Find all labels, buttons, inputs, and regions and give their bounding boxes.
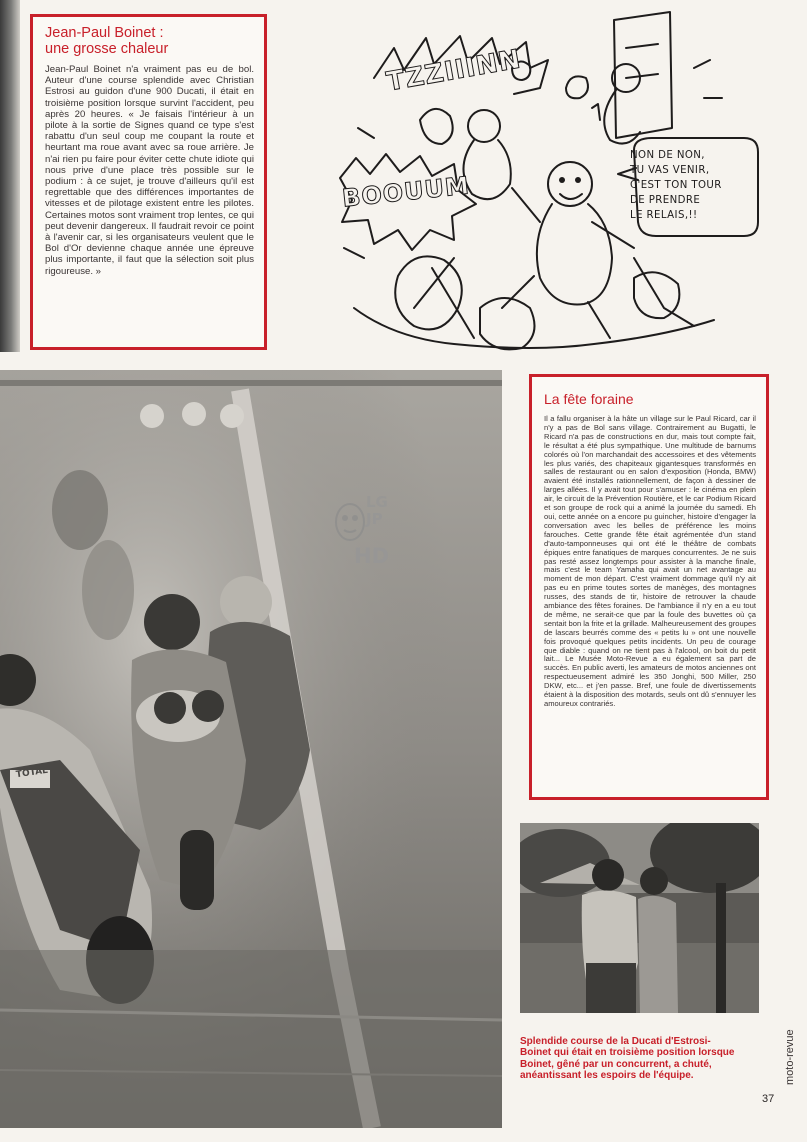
watermark-line-1: LG — [366, 493, 388, 511]
race-photo-image — [0, 370, 502, 1128]
village-photo — [520, 823, 759, 1013]
sidebar-box-boinet — [30, 14, 267, 350]
watermark-line-2: JP — [366, 510, 383, 528]
speech-line-3: C'EST TON TOUR — [630, 180, 722, 191]
photo-caption: Splendide course de la Ducati d'Estrosi-Boinet qui était en troisième position lorsque Boinet, gêné par un concurrent, a chuté, anéantissant les espoirs de l'équipe. — [520, 1036, 735, 1082]
sound-effect-boom: BOOUUM — [340, 171, 472, 213]
box-body-text: Jean-Paul Boinet n'a vraiment pas eu de bol. Auteur d'une course splendide avec Christian Estrosi au guidon d'une 900 Ducati, il était en troisième position lorsque survint l'accident, peu après 20 heures. « Je faisais l'intérieur à un pilote à la sortie de Signes quand ce type s'est rabattu d'un seul coup me coupant la route et heurtant ma roue avant avec sa roue arrière. Je n'ai rien pu faire pour éviter cette chute idiote qui nous prive d'une place très possible sur le podium : à ce sujet, je trouve d'ailleurs qu'il est regrettable que des différences importantes de vitesses et de pilotage existent entre les pilotes. Certaines motos sont vraiment trop lentes, ce qui peut devenir dangereux. Il faudrait revoir ce point à l'avenir car, si les organisateurs veulent que le Bol d'Or devienne chaque année une épreuve plus importante, il faut que la sélection soit plus rigoureuse. » — [45, 64, 254, 277]
sound-effect-tzing: TZZIIINN — [384, 44, 524, 98]
box-title-line-1: Jean-Paul Boinet : — [45, 25, 164, 41]
page-number: 37 — [762, 1093, 775, 1105]
watermark-logo — [330, 492, 406, 574]
race-photo — [0, 370, 502, 1128]
fairing-sponsor-text: TOTAL — [15, 765, 49, 781]
box-body-text: Il a fallu organiser à la hâte un village sur le Paul Ricard, car il n'y a pas de Bol sans village. Contrairement au Bugatti, le Ricard n'a pas de constructions en dur, mais tout compte fait, le résultat a été plus sympathique. Une multitude de barnums colorés où l'on marchandait des accessoires et des vêtements les plus variés, des chapiteaux gigantesques transformés en salles de restaurant ou en salon d'exposition (Honda, BMW) avaient été installés rationnellement, de façon à dessiner de larges allées. Il y avait tout pour s'amuser : le cinéma en plein air, le circuit de la Prévention Routière, et le car Podium Ricard et son groupe de rock qui a animé la journée du samedi. Eh oui, cette année on a encore pu guincher, histoire d'engager la conversation avec les belles de préférence les moins farouches. Cette grande fête était agrémentée d'un stand d'auto-tamponneuses qui ont été le théâtre de combats épiques entre fanatiques de marques concurrentes. Je ne suis pas resté assez longtemps pour assister à la manche finale, mais c'est le team Yamaha qui avait un net avantage au moment de mon départ. C'est vraiment dommage qu'il n'y ait pas eu en prime toutes sortes de manèges, des montagnes russes, des stands de tir, histoire de retrouver la chaude ambiance des fêtes foraines. De l'ambiance il n'y en a eu tout de même, ne serait-ce que par la foule des buvettes où ça sentait bon la frite et la grillade. Malheureusement des groupes de lascars beurrés comme des « petits lu » ont une nouvelle fois provoqué quelques petits incidents. Un peu de courage que diable : quand on ne tient pas à l'alcool, on boit du petit lait... Le Musée Moto-Revue a eu également sa part de succès. En public averti, les amateurs de motos anciennes ont respectueusement admiré les 350 Jonghi, 500 Miller, 250 DKW, etc... et j'en passe. Bref, une foule de divertissements étaient à la disposition des motards, seuls ont dû s'ennuyer les amoureux contrariés. — [544, 414, 756, 708]
speech-line-4: DE PRENDRE — [630, 195, 701, 206]
cartoon-illustration — [334, 8, 774, 360]
speech-bubble — [630, 148, 754, 223]
speech-line-1: NON DE NON, — [630, 150, 705, 161]
speech-line-2: TU VAS VENIR, — [630, 165, 710, 176]
sidebar-box-fete-foraine — [529, 374, 769, 800]
left-edge-photo-strip — [0, 0, 20, 352]
village-photo-image — [520, 823, 759, 1013]
magazine-name: moto-revue — [784, 1029, 796, 1085]
box-title — [45, 25, 254, 57]
watermark-initials — [366, 494, 388, 528]
watermark-line-3: HD — [354, 544, 390, 568]
speech-line-5: LE RELAIS,!! — [630, 210, 698, 221]
box-title: La fête foraine — [544, 391, 634, 407]
box-title-line-2: une grosse chaleur — [45, 41, 169, 57]
